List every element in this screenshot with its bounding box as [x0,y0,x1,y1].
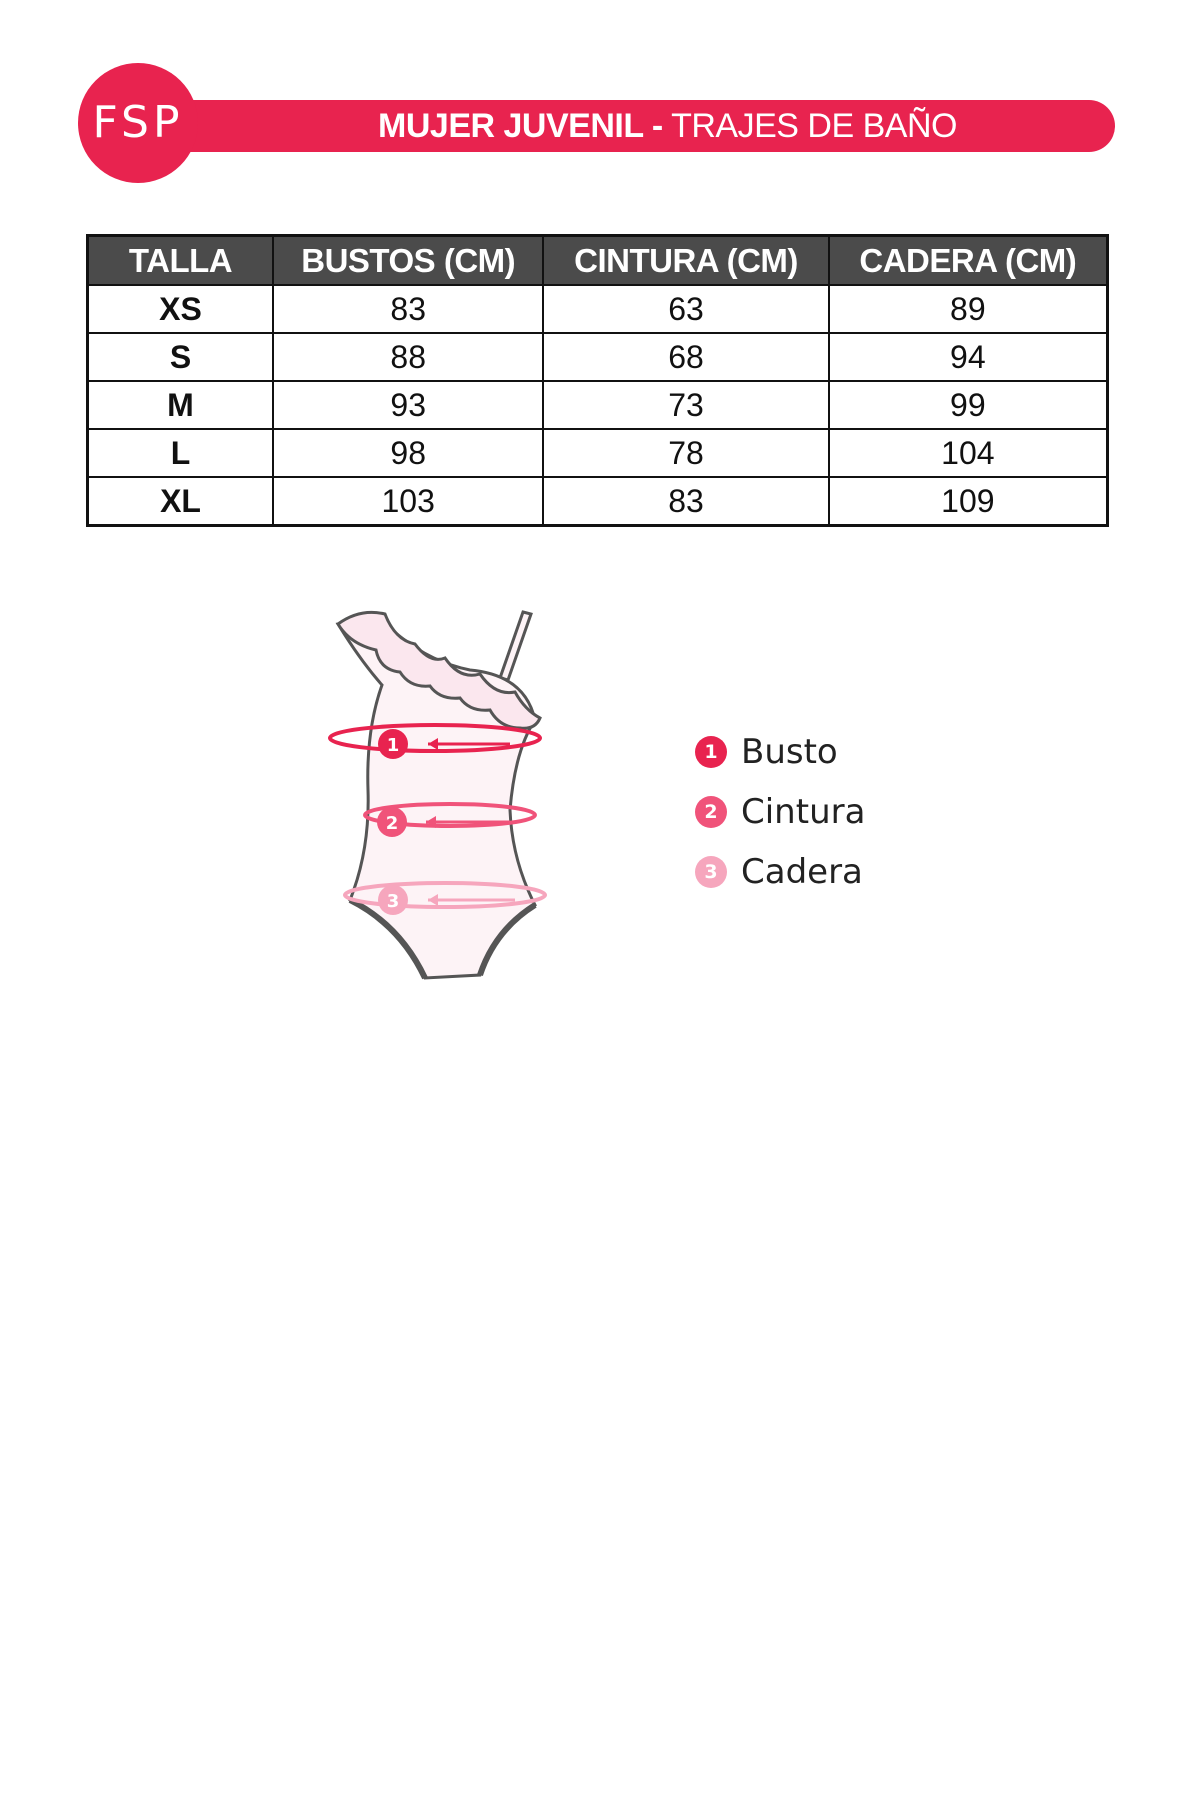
legend-label: Cadera [741,852,863,892]
bust-cell: 88 [273,333,543,381]
bust-cell: 93 [273,381,543,429]
table-row [88,381,1108,429]
waist-cell: 68 [543,333,828,381]
hip-cell: 89 [829,285,1108,333]
hip-marker-number: 3 [386,891,400,912]
size-cell: XS [88,285,274,333]
waist-cell: 78 [543,429,828,477]
page-title [150,100,1115,152]
swimsuit-diagram [320,600,580,990]
bust-cell: 83 [273,285,543,333]
legend-number-icon: 2 [695,796,727,828]
size-table [86,234,1109,527]
legend-item-cintura [695,782,865,842]
swimsuit-strap [500,612,531,680]
column-header-cintura: CINTURA (CM) [543,236,828,286]
size-cell: XL [88,477,274,526]
legend-number-icon: 1 [695,736,727,768]
column-header-talla: TALLA [88,236,274,286]
table-row [88,429,1108,477]
waist-cell: 73 [543,381,828,429]
title-product: TRAJES DE BAÑO [671,107,957,145]
bust-marker-number: 1 [386,735,400,756]
legend-number-icon: 3 [695,856,727,888]
title-category: MUJER JUVENIL - [378,107,663,145]
waist-marker-number: 2 [385,813,399,834]
table-row [88,333,1108,381]
legend-label: Cintura [741,792,866,832]
table-row [88,477,1108,526]
logo-text: FSP [92,97,184,148]
size-cell: L [88,429,274,477]
legend-item-cadera [695,842,865,902]
hip-cell: 109 [829,477,1108,526]
size-cell: S [88,333,274,381]
bust-cell: 98 [273,429,543,477]
hip-cell: 104 [829,429,1108,477]
size-cell: M [88,381,274,429]
brand-logo [78,63,198,183]
header-banner [150,100,1115,152]
column-header-bustos: BUSTOS (CM) [273,236,543,286]
table-row [88,285,1108,333]
measurement-legend [695,722,865,902]
waist-cell: 83 [543,477,828,526]
bust-cell: 103 [273,477,543,526]
hip-cell: 94 [829,333,1108,381]
table-header-row [88,236,1108,286]
column-header-cadera: CADERA (CM) [829,236,1108,286]
hip-cell: 99 [829,381,1108,429]
legend-label: Busto [741,732,838,772]
waist-cell: 63 [543,285,828,333]
legend-item-busto [695,722,865,782]
